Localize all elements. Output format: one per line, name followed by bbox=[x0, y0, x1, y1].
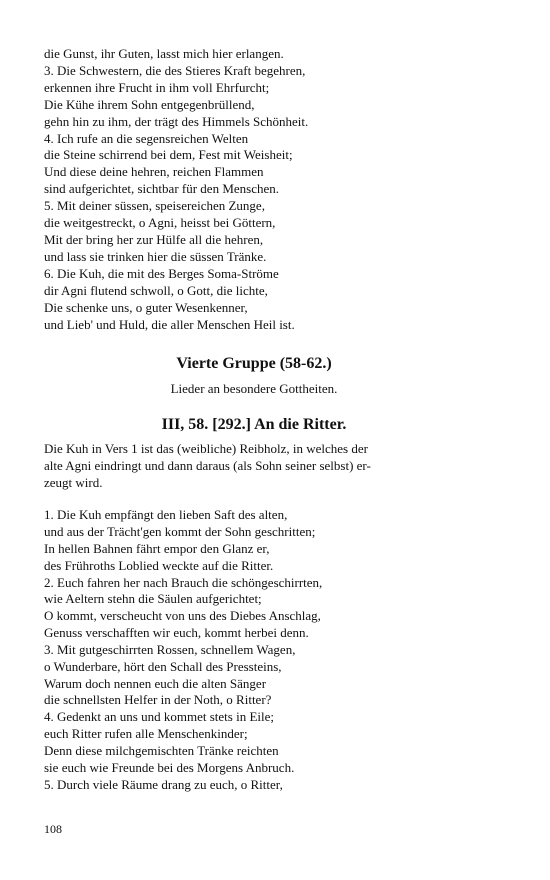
verse-line: wie Aeltern stehn die Säulen aufgerichtet; bbox=[44, 591, 262, 607]
verse-line: euch Ritter rufen alle Menschenkinder; bbox=[44, 726, 248, 742]
verse-line: 4. Ich rufe an die segensreichen Welten bbox=[44, 130, 249, 146]
verse-line: 1. Die Kuh empfängt den lieben Saft des alten, bbox=[44, 507, 288, 523]
verse-line: Denn diese milchgemischten Tränke reichten bbox=[44, 743, 279, 758]
verse-line: und lass sie trinken hier die süssen Tränke. bbox=[44, 248, 267, 264]
verse-line: sind aufgerichtet, sichtbar für den Menschen. bbox=[44, 181, 280, 197]
verse-line: o Wunderbare, hört den Schall des Pressteins, bbox=[44, 658, 282, 674]
verse-line: 2. Euch fahren her nach Brauch die schöngeschirrten, bbox=[44, 574, 323, 590]
intro-paragraph bbox=[44, 441, 464, 491]
group-subheading: Lieder an besondere Gottheiten. bbox=[170, 381, 338, 397]
verse-line: Und diese deine hehren, reichen Flammen bbox=[44, 164, 264, 180]
verse-line: Die schenke uns, o guter Wesenkenner, bbox=[44, 299, 248, 315]
verse-line: die weitgestreckt, o Agni, heisst bei Göttern, bbox=[44, 215, 276, 231]
page-body bbox=[44, 46, 464, 794]
verse-line: Mit der bring her zur Hülfe all die hehren, bbox=[44, 231, 264, 247]
verse-line: gehn hin zu ihm, der trägt des Himmels Schönheit. bbox=[44, 113, 309, 129]
verse-line: In hellen Bahnen fährt empor den Glanz er, bbox=[44, 540, 270, 556]
group-heading: Vierte Gruppe (58-62.) bbox=[176, 355, 332, 373]
intro-line: alte Agni eindringt und dann daraus (als Sohn seiner selbst) er- bbox=[44, 458, 371, 473]
verse-line: 5. Durch viele Räume drang zu euch, o Ritter, bbox=[44, 776, 283, 792]
verse-line: Die Kühe ihrem Sohn entgegenbrüllend, bbox=[44, 96, 255, 112]
verse-line: des Frühroths Loblied weckte auf die Ritter. bbox=[44, 557, 274, 573]
verse-line: und aus der Trächt'gen kommt der Sohn geschritten; bbox=[44, 524, 316, 540]
verse-line: Warum doch nennen euch die alten Sänger bbox=[44, 675, 267, 691]
verse-block-top bbox=[44, 46, 464, 333]
verse-line: sie euch wie Freunde bei des Morgens Anbruch. bbox=[44, 759, 295, 775]
verse-line: die Gunst, ihr Guten, lasst mich hier erlangen. bbox=[44, 46, 284, 61]
verse-line: die schnellsten Helfer in der Noth, o Ritter? bbox=[44, 692, 272, 708]
intro-line: Die Kuh in Vers 1 ist das (weibliche) Reibholz, in welches der bbox=[44, 441, 368, 457]
verse-line: 5. Mit deiner süssen, speisereichen Zunge, bbox=[44, 198, 265, 214]
intro-line: zeugt wird. bbox=[44, 474, 103, 490]
verse-block-bottom bbox=[44, 507, 464, 793]
verse-line: 6. Die Kuh, die mit des Berges Soma-Ströme bbox=[44, 265, 279, 281]
verse-line: die Steine schirrend bei dem, Fest mit Weisheit; bbox=[44, 147, 293, 163]
verse-line: O kommt, verscheucht von uns des Diebes Anschlag, bbox=[44, 608, 321, 624]
verse-line: und Lieb' und Huld, die aller Menschen Heil ist. bbox=[44, 316, 295, 332]
page-number: 108 bbox=[44, 822, 62, 836]
hymn-heading: III, 58. [292.] An die Ritter. bbox=[161, 416, 347, 434]
verse-line: 3. Die Schwestern, die des Stieres Kraft begehren, bbox=[44, 62, 306, 78]
verse-line: 3. Mit gutgeschirrten Rossen, schnellem Wagen, bbox=[44, 641, 296, 657]
verse-line: Genuss verschafften wir euch, kommt herbei denn. bbox=[44, 625, 309, 641]
verse-line: erkennen ihre Frucht in ihm voll Ehrfurcht; bbox=[44, 79, 270, 95]
verse-line: 4. Gedenkt an uns und kommet stets in Eile; bbox=[44, 709, 274, 725]
verse-line: dir Agni flutend schwoll, o Gott, die lichte, bbox=[44, 282, 268, 298]
